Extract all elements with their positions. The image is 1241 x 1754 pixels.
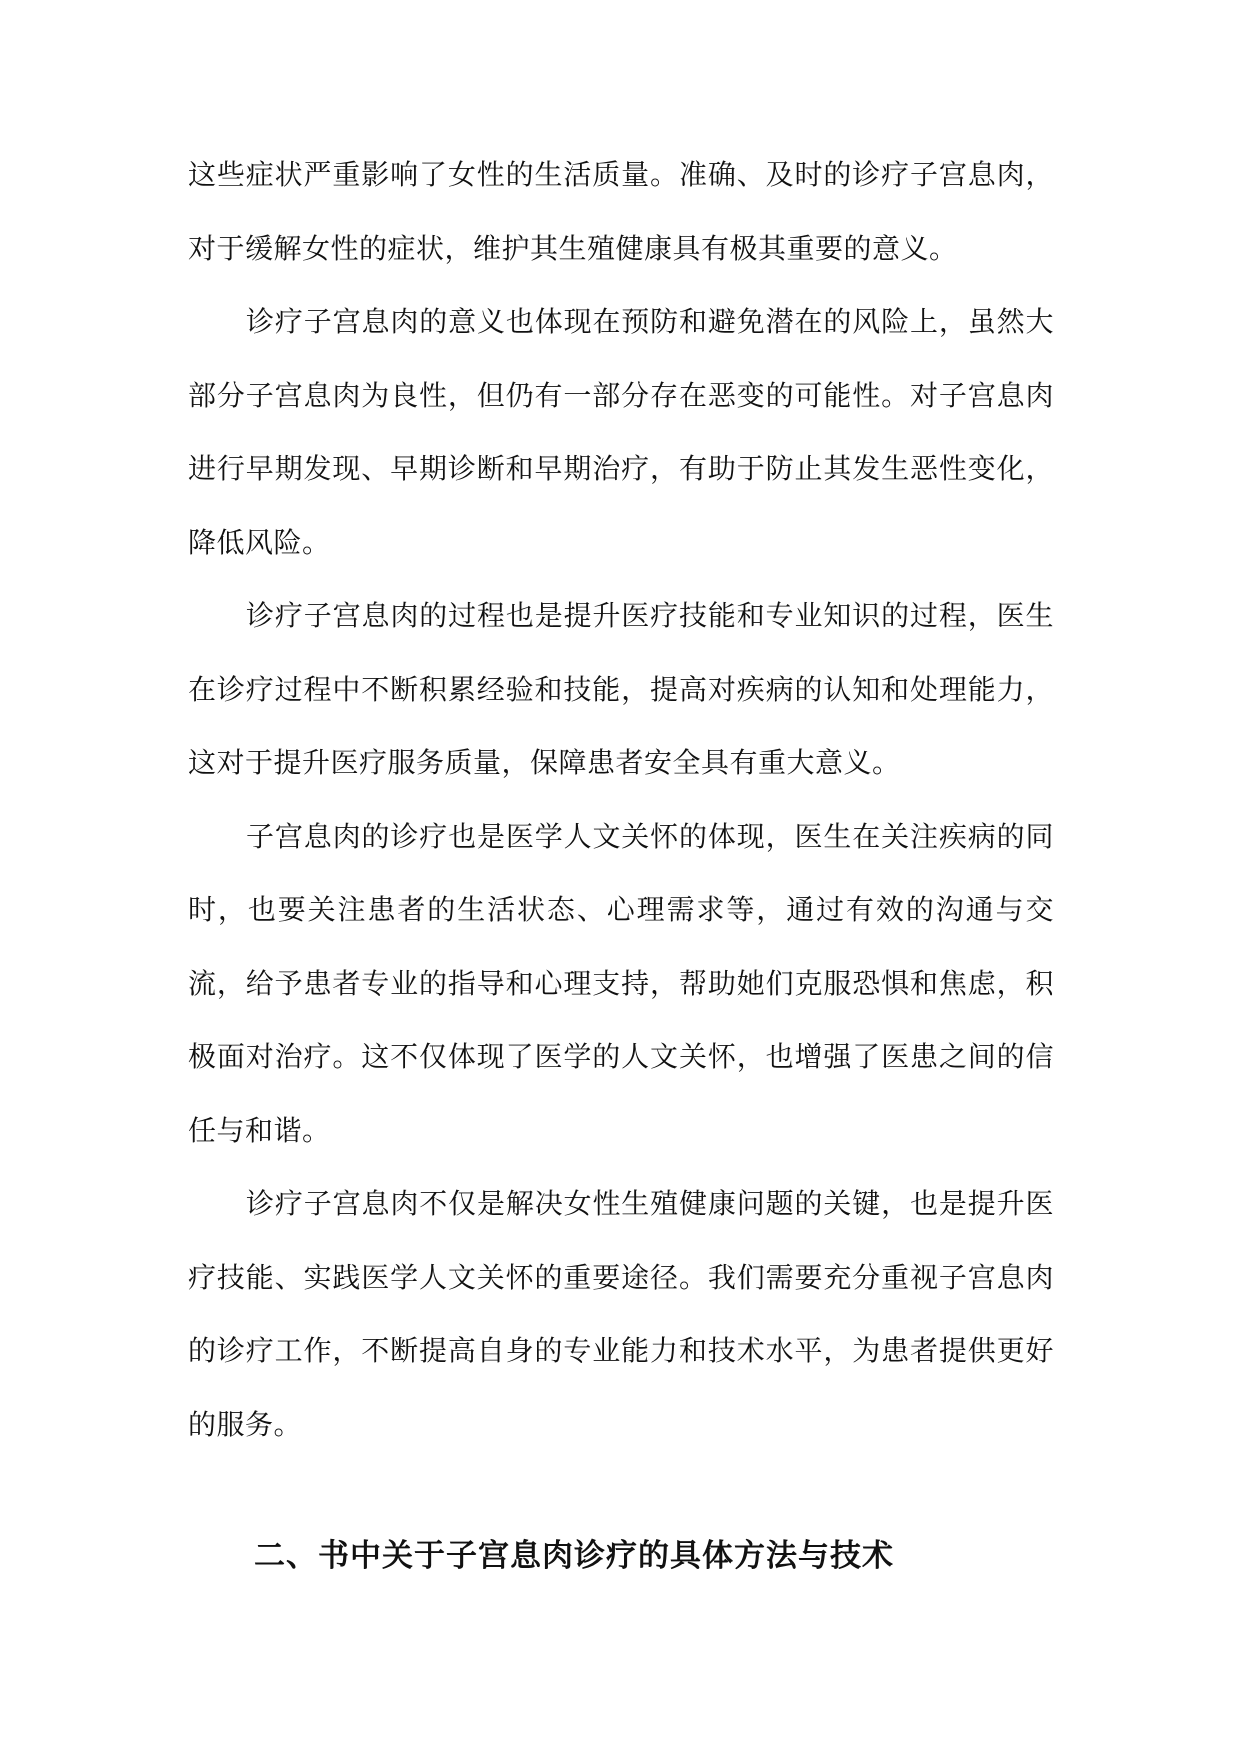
document-body <box>188 138 1054 1461</box>
paragraph-humanistic-care: 子宫息肉的诊疗也是医学人文关怀的体现，医生在关注疾病的同时，也要关注患者的生活状态、心理需求等，通过有效的沟通与交流，给予患者专业的指导和心理支持，帮助她们克服恐惧和焦虑，积极面对治疗。这不仅体现了医学的人文关怀，也增强了医患之间的信任与和谐。 <box>188 819 1054 1147</box>
paragraph-risk-prevention: 诊疗子宫息肉的意义也体现在预防和避免潜在的风险上，虽然大部分子宫息肉为良性，但仍有一部分存在恶变的可能性。对子宫息肉进行早期发现、早期诊断和早期治疗，有助于防止其发生恶性变化，降低风险。 <box>188 305 1054 559</box>
paragraph-medical-skills: 诊疗子宫息肉的过程也是提升医疗技能和专业知识的过程，医生在诊疗过程中不断积累经验和技能，提高对疾病的认知和处理能力，这对于提升医疗服务质量，保障患者安全具有重大意义。 <box>188 599 1054 779</box>
paragraph-continuation: 这些症状严重影响了女性的生活质量。准确、及时的诊疗子宫息肉，对于缓解女性的症状，维护其生殖健康具有极其重要的意义。 <box>188 158 1054 265</box>
section-heading: 二、书中关于子宫息肉诊疗的具体方法与技术 <box>254 1538 894 1574</box>
paragraph-conclusion: 诊疗子宫息肉不仅是解决女性生殖健康问题的关键，也是提升医疗技能、实践医学人文关怀的重要途径。我们需要充分重视子宫息肉的诊疗工作，不断提高自身的专业能力和技术水平，为患者提供更好的服务。 <box>188 1187 1054 1441</box>
